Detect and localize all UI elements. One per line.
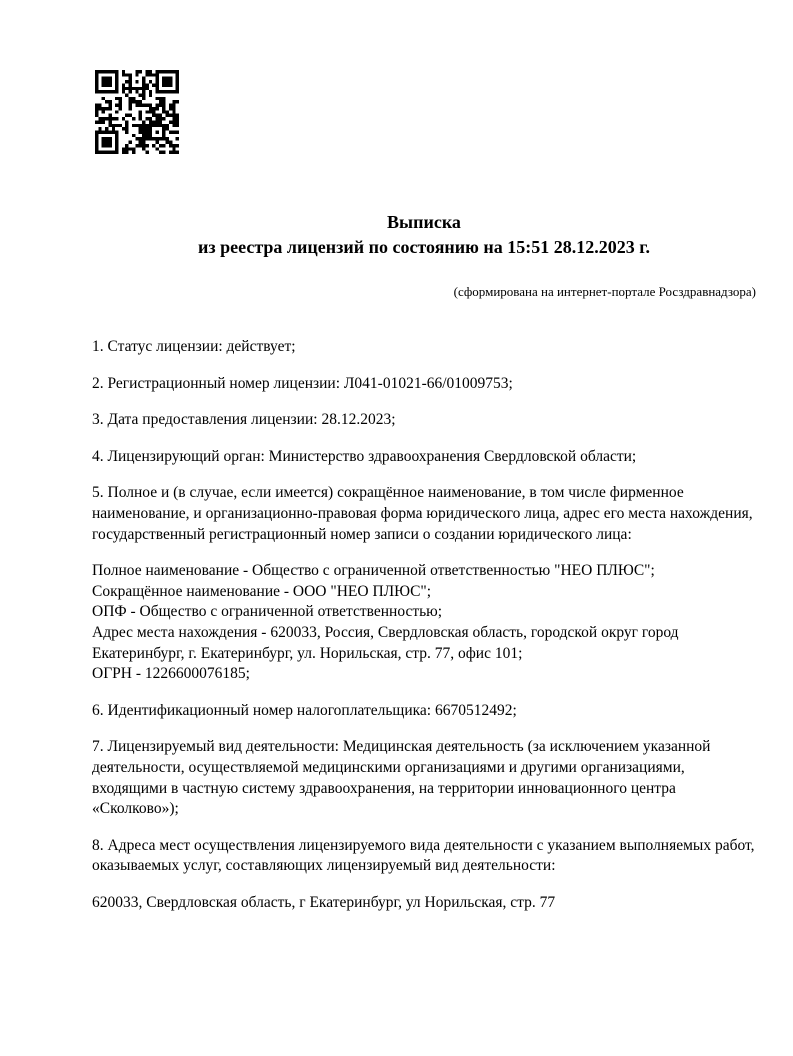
ogrn-line: ОГРН - 1226600076185; [92,665,250,683]
license-status-paragraph [92,337,756,358]
document-title [92,210,756,260]
paragraph-line: 4. Лицензирующий орган: Министерство здравоохранения Свердловской области; [92,447,637,465]
paragraph-line: 7. Лицензируемый вид деятельности: Медицинская деятельность (за исключением указанной деятельности, осуществляемой медицинскими организациями и другими организациями, входящими в частную систему здравоохранения, на территории инновационного центра «Сколково»); [92,738,711,818]
paragraph-line: 5. Полное и (в случае, если имеется) сокращённое наименование, в том числе фирменное наименование, и организационно-правовая форма юридического лица, адрес его места нахождения, государственный регистрационный номер записи о создании юридического лица: [92,484,753,543]
full-name-line: Полное наименование - Общество с ограниченной ответственностью "НЕО ПЛЮС"; [92,562,655,580]
paragraph-line: 2. Регистрационный номер лицензии: Л041-01021-66/01009753; [92,374,513,392]
paragraph-line: 8. Адреса мест осуществления лицензируемого вида деятельности с указанием выполняемых работ, оказываемых услуг, составляющих лицензируемый вид деятельности: [92,836,755,875]
taxpayer-id-paragraph [92,701,756,722]
legal-form-line: ОПФ - Общество с ограниченной ответственностью; [92,603,443,621]
document-subtitle: (сформирована на интернет-портале Росздравнадзора) [453,284,756,299]
organization-info-heading-paragraph [92,483,756,545]
short-name-line: Сокращённое наименование - ООО "НЕО ПЛЮС"; [92,582,432,600]
document-body [92,337,756,913]
paragraph-line: 3. Дата предоставления лицензии: 28.12.2023; [92,411,396,429]
activity-address-paragraph [92,893,756,914]
licensing-authority-paragraph [92,447,756,468]
title-line-1: Выписка [387,212,461,232]
paragraph-line: 1. Статус лицензии: действует; [92,338,296,355]
activity-addresses-heading-paragraph [92,836,756,877]
paragraph-line: 620033, Свердловская область, г Екатеринбург, ул Норильская, стр. 77 [92,893,556,911]
licensed-activity-paragraph [92,737,756,819]
organization-details-paragraph [92,561,756,685]
grant-date-paragraph [92,410,756,431]
document-content [92,0,756,913]
registration-number-paragraph [92,374,756,395]
title-line-2: из реестра лицензий по состоянию на 15:51 28.12.2023 г. [198,237,650,257]
legal-address-line: Адрес места нахождения - 620033, Россия, Свердловская область, городской округ город Екатеринбург, г. Екатеринбург, ул. Норильская, стр. 77, офис 101; [92,623,679,662]
paragraph-line: 6. Идентификационный номер налогоплательщика: 6670512492; [92,701,517,719]
